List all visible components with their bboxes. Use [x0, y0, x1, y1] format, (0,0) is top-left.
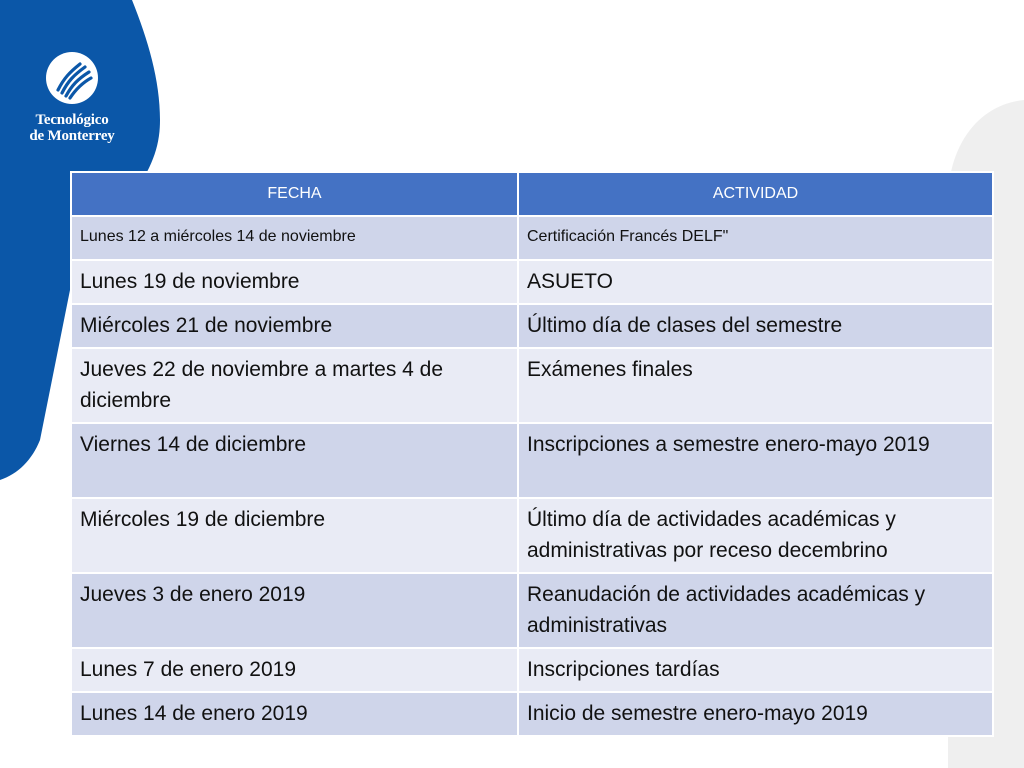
- tec-logo: [22, 50, 122, 144]
- cell-actividad: Último día de clases del semestre: [518, 304, 993, 348]
- schedule-table: [70, 171, 994, 737]
- cell-actividad: Último día de actividades académicas y administrativas por receso decembrino: [518, 498, 993, 573]
- table-header-row: [71, 172, 993, 216]
- logo-line-2: de Monterrey: [29, 128, 115, 144]
- table-row: [71, 260, 993, 304]
- header-actividad: ACTIVIDAD: [518, 172, 993, 216]
- table-row: [71, 304, 993, 348]
- cell-actividad: Inscripciones a semestre enero-mayo 2019: [518, 423, 993, 498]
- cell-actividad: Inscripciones tardías: [518, 648, 993, 692]
- cell-fecha: Lunes 12 a miércoles 14 de noviembre: [71, 216, 518, 260]
- cell-actividad: Inicio de semestre enero-mayo 2019: [518, 692, 993, 736]
- table-row: [71, 423, 993, 498]
- table-row: [71, 348, 993, 423]
- cell-fecha: Miércoles 21 de noviembre: [71, 304, 518, 348]
- cell-fecha: Jueves 22 de noviembre a martes 4 de diciembre: [71, 348, 518, 423]
- logo-line-1: Tecnológico: [35, 112, 109, 128]
- table-row: [71, 692, 993, 736]
- table-row: [71, 216, 993, 260]
- cell-fecha: Viernes 14 de diciembre: [71, 423, 518, 498]
- cell-actividad: Reanudación de actividades académicas y administrativas: [518, 573, 993, 648]
- table-row: [71, 573, 993, 648]
- table-row: [71, 648, 993, 692]
- cell-fecha: Lunes 7 de enero 2019: [71, 648, 518, 692]
- torch-emblem-icon: [44, 50, 100, 106]
- header-fecha: FECHA: [71, 172, 518, 216]
- cell-fecha: Jueves 3 de enero 2019: [71, 573, 518, 648]
- cell-actividad: Certificación Francés DELF": [518, 216, 993, 260]
- cell-fecha: Miércoles 19 de diciembre: [71, 498, 518, 573]
- table-row: [71, 498, 993, 573]
- cell-fecha: Lunes 19 de noviembre: [71, 260, 518, 304]
- cell-fecha: Lunes 14 de enero 2019: [71, 692, 518, 736]
- cell-actividad: Exámenes finales: [518, 348, 993, 423]
- cell-actividad: ASUETO: [518, 260, 993, 304]
